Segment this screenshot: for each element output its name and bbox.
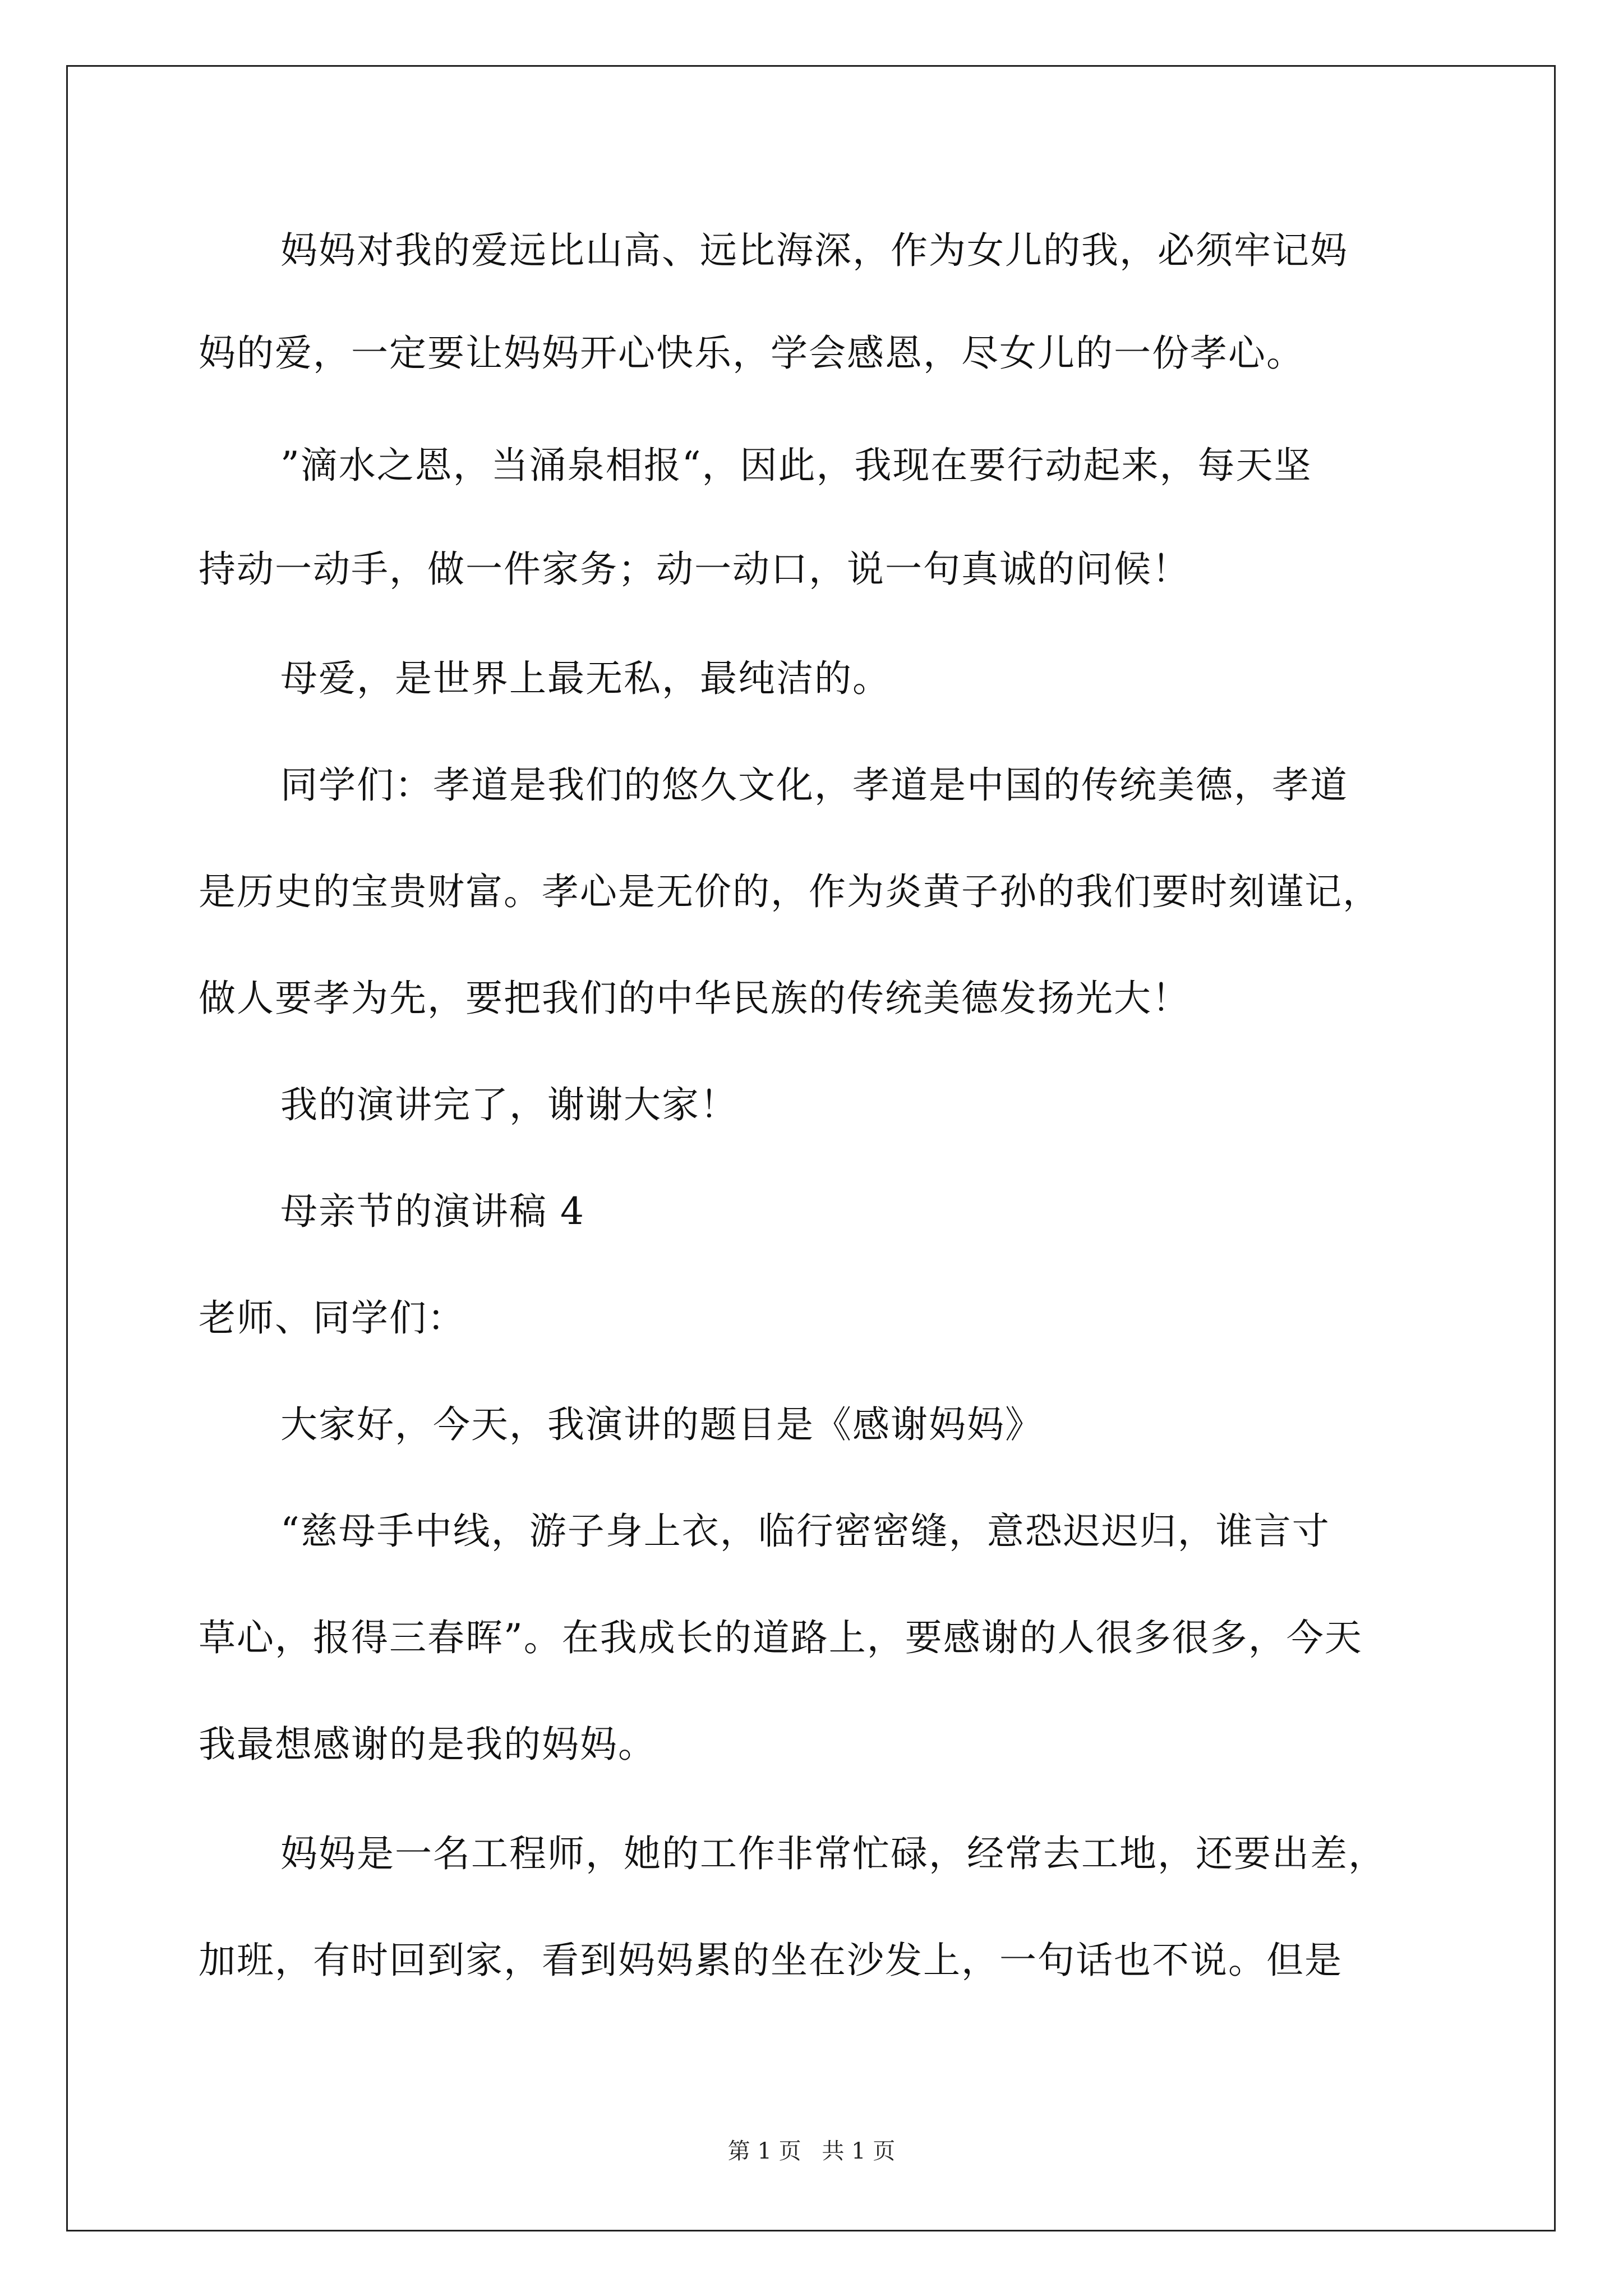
paragraph-line: 妈妈对我的爱远比山高、远比海深，作为女儿的我，必须牢记妈 <box>280 229 1348 272</box>
section-heading: 母亲节的演讲稿 4 <box>280 1190 585 1233</box>
paragraph-line: 我最想感谢的是我的妈妈。 <box>199 1723 656 1766</box>
paragraph-line: 持动一动手，做一件家务；动一动口，说一句真诚的问候！ <box>199 547 1190 591</box>
paragraph-line: 做人要孝为先，要把我们的中华民族的传统美德发扬光大！ <box>199 977 1190 1020</box>
paragraph-line: 大家好，今天，我演讲的题目是《感谢妈妈》 <box>280 1403 1043 1446</box>
paragraph-line: 草心，报得三春晖”。在我成长的道路上，要感谢的人很多很多，今天 <box>199 1616 1363 1659</box>
page-footer <box>0 2137 1623 2165</box>
paragraph-line: 是历史的宝贵财富。孝心是无价的，作为炎黄子孙的我们要时刻谨记， <box>199 870 1381 913</box>
paragraph-line: ”滴水之恩，当涌泉相报“，因此，我现在要行动起来，每天坚 <box>280 444 1312 487</box>
page-border <box>66 65 1556 2231</box>
paragraph-line: 我的演讲完了，谢谢大家！ <box>280 1083 738 1126</box>
paragraph-line: “慈母手中线，游子身上衣，临行密密缝，意恐迟迟归，谁言寸 <box>280 1510 1330 1553</box>
paragraph-line: 妈妈是一名工程师，她的工作非常忙碌，经常去工地，还要出差， <box>280 1832 1386 1875</box>
paragraph-line: 同学们：孝道是我们的悠久文化，孝道是中国的传统美德，孝道 <box>280 763 1348 807</box>
page-number: 第 1 页 <box>727 2138 801 2164</box>
paragraph-line: 母爱，是世界上最无私，最纯洁的。 <box>280 657 891 700</box>
salutation: 老师、同学们： <box>199 1296 465 1340</box>
paragraph-line: 加班，有时回到家，看到妈妈累的坐在沙发上，一句话也不说。但是 <box>199 1939 1343 1982</box>
page-total: 共 1 页 <box>822 2138 896 2164</box>
paragraph-line: 妈的爱，一定要让妈妈开心快乐，学会感恩，尽女儿的一份孝心。 <box>199 332 1304 375</box>
